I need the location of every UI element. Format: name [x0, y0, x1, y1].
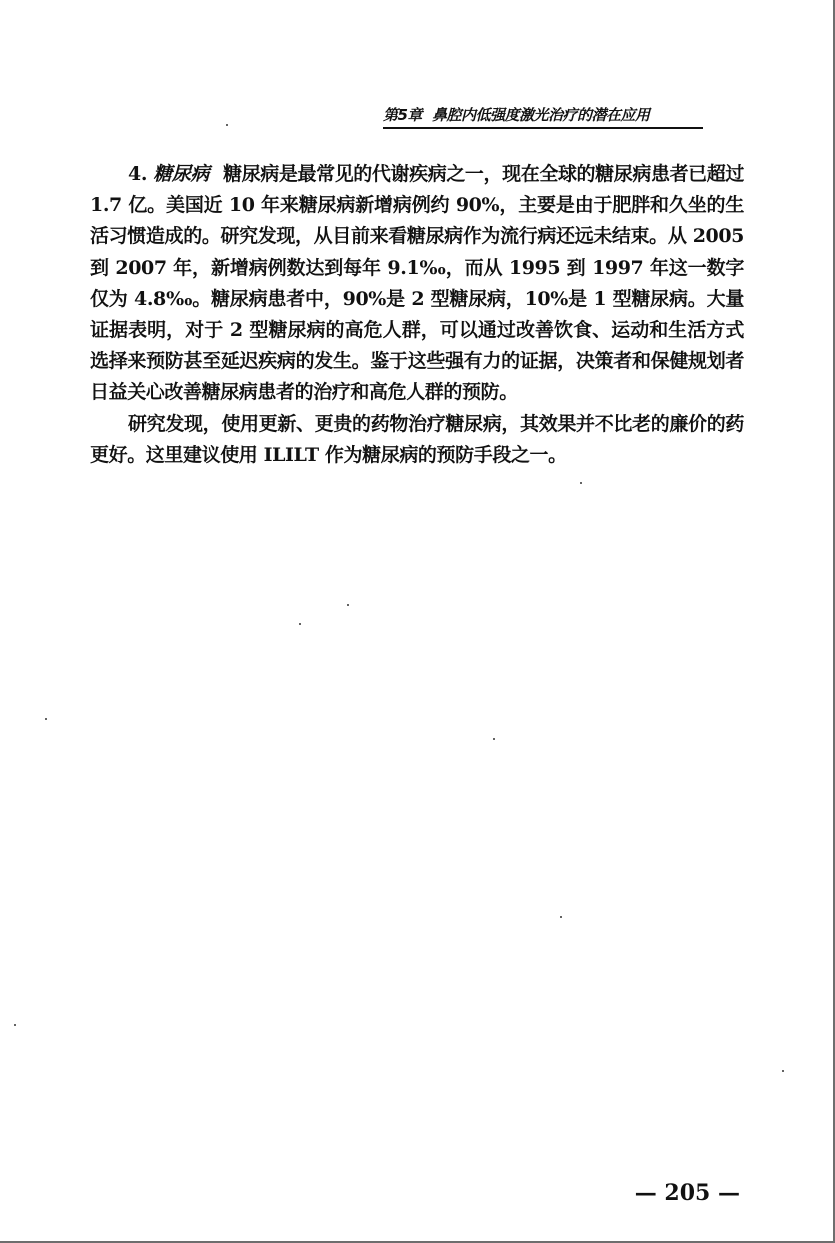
scan-speck — [560, 916, 562, 918]
scan-speck — [347, 604, 349, 606]
scan-speck — [14, 1024, 16, 1026]
scan-speck — [45, 718, 47, 720]
running-header — [383, 103, 703, 129]
scan-speck — [782, 1070, 784, 1072]
scan-speck — [580, 482, 582, 484]
page-number: — 205 — — [634, 1180, 740, 1206]
section-heading: 糖尿病 — [153, 163, 210, 185]
chapter-title: 鼻腔内低强度激光治疗的潜在应用 — [431, 106, 650, 124]
scan-speck — [299, 623, 301, 625]
body-text — [90, 159, 744, 471]
paragraph-text-2: 研究发现，使用更新、更贵的药物治疗糖尿病，其效果并不比老的廉价的药更好。这里建议使用 ILILT 作为糖尿病的预防手段之一。 — [90, 412, 744, 466]
paragraph-diabetes — [90, 159, 744, 409]
chapter-number: 第5章 — [383, 106, 422, 124]
paragraph-text-1: 糖尿病是最常见的代谢疾病之一，现在全球的糖尿病患者已超过 1.7 亿。美国近 10 年来糖尿病新增病例约 90%，主要是由于肥胖和久坐的生活习惯造成的。研究发现，从目前来看糖尿病作为流行病还远未结束。从 2005 到 2007 年，新增病例数达到每年 9.1‰，而从 1995 到 1997 年这一数字仅为 4.8‰。糖尿病患者中，90%是 2 型糖尿病，10%是 1 型糖尿病。大量证据表明，对于 2 型糖尿病的高危人群，可以通过改善饮食、运动和生活方式选择来预防甚至延迟疾病的发生。鉴于这些强有力的证据，决策者和保健规划者日益关心改善糖尿病患者的治疗和高危人群的预防。 — [90, 163, 744, 404]
section-number: 4. — [128, 163, 148, 185]
scan-speck — [493, 738, 495, 740]
scan-speck — [226, 124, 228, 126]
paragraph-ililt — [90, 409, 744, 471]
